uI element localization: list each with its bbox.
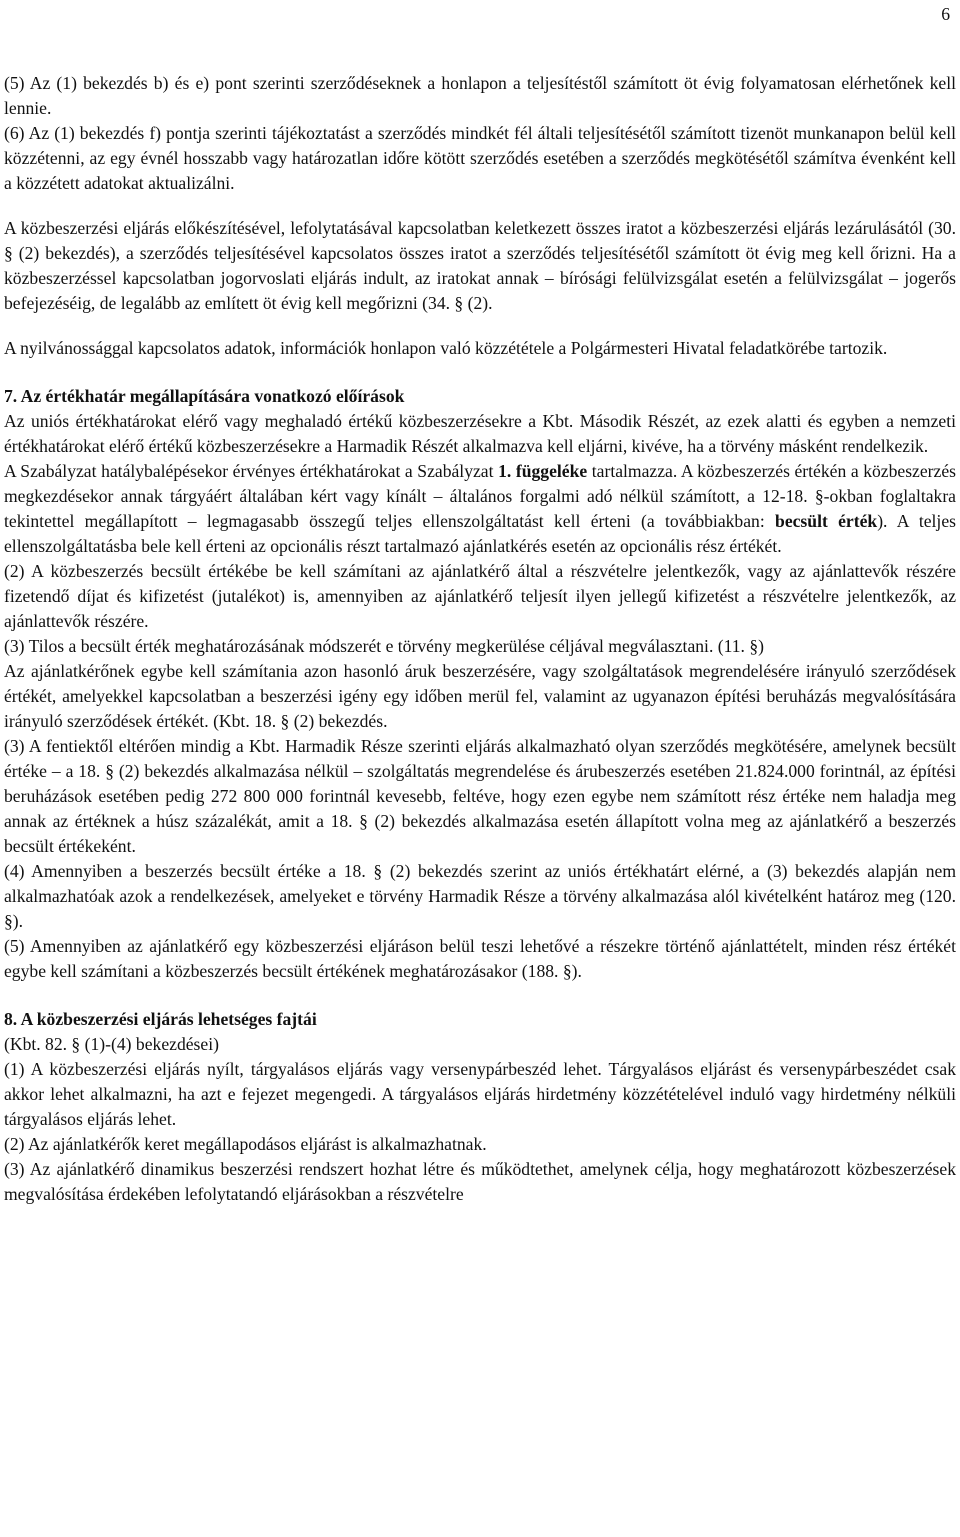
section-7-paragraph-7: (4) Amennyiben a beszerzés becsült értéke a 18. § (2) bekezdés szerint az uniós értékhatárt elérné, a (3) bekezdés alapján nem alkalmazhatóak azok a rendelkezések, amelyeket e törvény Harmadik Része a törvény alkalmazása alól kivételként határoz meg (120. §). <box>4 861 956 931</box>
section-8-heading <box>4 1007 956 1032</box>
paragraph-publicity: A nyilvánossággal kapcsolatos adatok, információk honlapon való közzététele a Polgármesteri Hivatal feladatkörébe tartozik. <box>4 338 888 358</box>
section-8-paragraph-2: (2) Az ajánlatkérők keret megállapodásos eljárást is alkalmazhatnak. <box>4 1134 487 1154</box>
document-body <box>4 71 956 1207</box>
document-page <box>4 0 956 1537</box>
estimated-value-term: becsült érték <box>775 511 878 531</box>
section-7-paragraph-3: (2) A közbeszerzés becsült értékébe be kell számítani az ajánlatkérő által a részvételre jelentkezők, vagy az ajánlattevők részére fizetendő díjat és kifizetést (jutalékot) is, amennyiben az ajánlatkérő teljesít ilyen jellegű kifizetést a részvételre jelentkezők, az ajánlattevők részére. <box>4 561 956 631</box>
section-7-paragraph-8: (5) Amennyiben az ajánlatkérő egy közbeszerzési eljáráson belül teszi lehetővé a részekre történő ajánlattételt, minden rész értékét egybe kell számítani a közbeszerzés becsült értékének meghatározásakor (188. §). <box>4 936 956 981</box>
section-7-p2-text-e: ). A teljes ellenszolgáltatásba bele kell érteni az opcionális részt tartalmazó ajánlatkérés esetén az opcionális rész értékét. <box>4 511 956 556</box>
section-8-reference: (Kbt. 82. § (1)-(4) bekezdései) <box>4 1034 219 1054</box>
paragraph-6-publication: (6) Az (1) bekezdés f) pontja szerinti tájékoztatást a szerződés mindkét fél általi teljesítésétől számított tizenöt munkanapon belül kell közzétenni, az egy évnél hosszabb vagy határozatlan időre kötött szerződés esetében a szerződés megkötésétől számítva évenként kell a közzétett adatokat aktualizálni. <box>4 123 956 193</box>
paragraph-records-retention: A közbeszerzési eljárás előkészítésével, lefolytatásával kapcsolatban keletkezett összes iratot a közbeszerzési eljárás lezárulásától (30. § (2) bekezdés), a szerződés teljesítésével kapcsolatos összes iratot a szerződés teljesítésétől számított öt évig meg kell őrizni. Ha a közbeszerzéssel kapcsolatban jogorvoslati eljárás indult, az iratokat annak – bírósági felülvizsgálat esetén a felülvizsgálat – jogerős befejezéséig, de legalább az említett öt évig kell megőrizni (34. § (2). <box>4 218 956 313</box>
section-7-heading <box>4 384 956 409</box>
section-8-paragraph-3: (3) Az ajánlatkérő dinamikus beszerzési rendszert hozhat létre és működtethet, amelynek célja, hogy meghatározott közbeszerzések megvalósítása érdekében lefolytatandó eljárásokban a részvételre <box>4 1159 956 1204</box>
section-7-paragraph-6: (3) A fentiektől eltérően mindig a Kbt. Harmadik Része szerinti eljárás alkalmazható olyan szerződés megkötésére, amelynek becsült értéke – a 18. § (2) bekezdés alkalmazása nélkül – szolgáltatás megrendelése és árubeszerzés esetében 21.824.000 forintnál, az építési beruházások esetében pedig 272 800 000 forintnál kevesebb, feltéve, hogy ezen egybe nem számított rész értéke nem haladja meg annak az értéknek a húsz százalékát, amit a 18. § (2) bekezdés alkalmazása esetén állapított volna meg az ajánlatkérő a beszerzés becsült értékeként. <box>4 736 956 856</box>
section-7-title: Az értékhatár megállapítására vonatkozó előírások <box>20 386 405 406</box>
section-8-paragraph-1: (1) A közbeszerzési eljárás nyílt, tárgyalásos eljárás vagy versenypárbeszéd lehet. Tárgyalásos eljárást és versenypárbeszédet csak akkor lehet alkalmazni, ha azt e fejezet megengedi. A tárgyalásos eljárás hirdetmény közzétételével induló vagy hirdetmény nélküli tárgyalásos eljárás lehet. <box>4 1059 956 1129</box>
section-7-number: 7. <box>4 386 18 406</box>
section-7-paragraph-5: Az ajánlatkérőnek egybe kell számítania azon hasonló áruk beszerzésére, vagy szolgáltatások megrendelésére irányuló szerződések értékét, amelyekkel kapcsolatban a beszerzési igény egy időben merül fel, valamint az ugyanazon építési beruházás megvalósítására irányuló szerződések értékét. (Kbt. 18. § (2) bekezdés. <box>4 661 956 731</box>
section-7-paragraph-1: Az uniós értékhatárokat elérő vagy meghaladó értékű közbeszerzésekre a Kbt. Második Részét, az ezek alatti és egyben a nemzeti értékhatárokat elérő értékű közbeszerzésekre a Harmadik Részét alkalmazva kell eljárni, kivéve, ha a törvény másként rendelkezik. <box>4 411 956 456</box>
page-number: 6 <box>941 4 950 24</box>
section-8-title: A közbeszerzési eljárás lehetséges fajtái <box>20 1009 317 1029</box>
section-7-p2-text-a: A Szabályzat hatálybalépésekor érvényes értékhatárokat a Szabályzat <box>4 461 499 481</box>
section-7-paragraph-2 <box>4 459 956 559</box>
paragraph-5-availability: (5) Az (1) bekezdés b) és e) pont szerinti szerződéseknek a honlapon a teljesítéstől számított öt évig folyamatosan elérhetőnek kell lennie. <box>4 73 956 118</box>
section-7-paragraph-4: (3) Tilos a becsült érték meghatározásának módszerét e törvény megkerülése céljával megválasztani. (11. §) <box>4 636 764 656</box>
section-7-p2-text-c: tartalmazza. A közbeszerzés értékén a közbeszerzés megkezdésekor annak tárgyáért általában kért vagy kínált – általános forgalmi adó nélkül számított, a 12-18. §-okban foglaltakra tekintettel megállapított – legmagasabb összegű teljes ellenszolgáltatást kell érteni (a továbbiakban: <box>4 461 956 531</box>
section-8-number: 8. <box>4 1009 18 1029</box>
appendix-reference: 1. függeléke <box>498 461 588 481</box>
